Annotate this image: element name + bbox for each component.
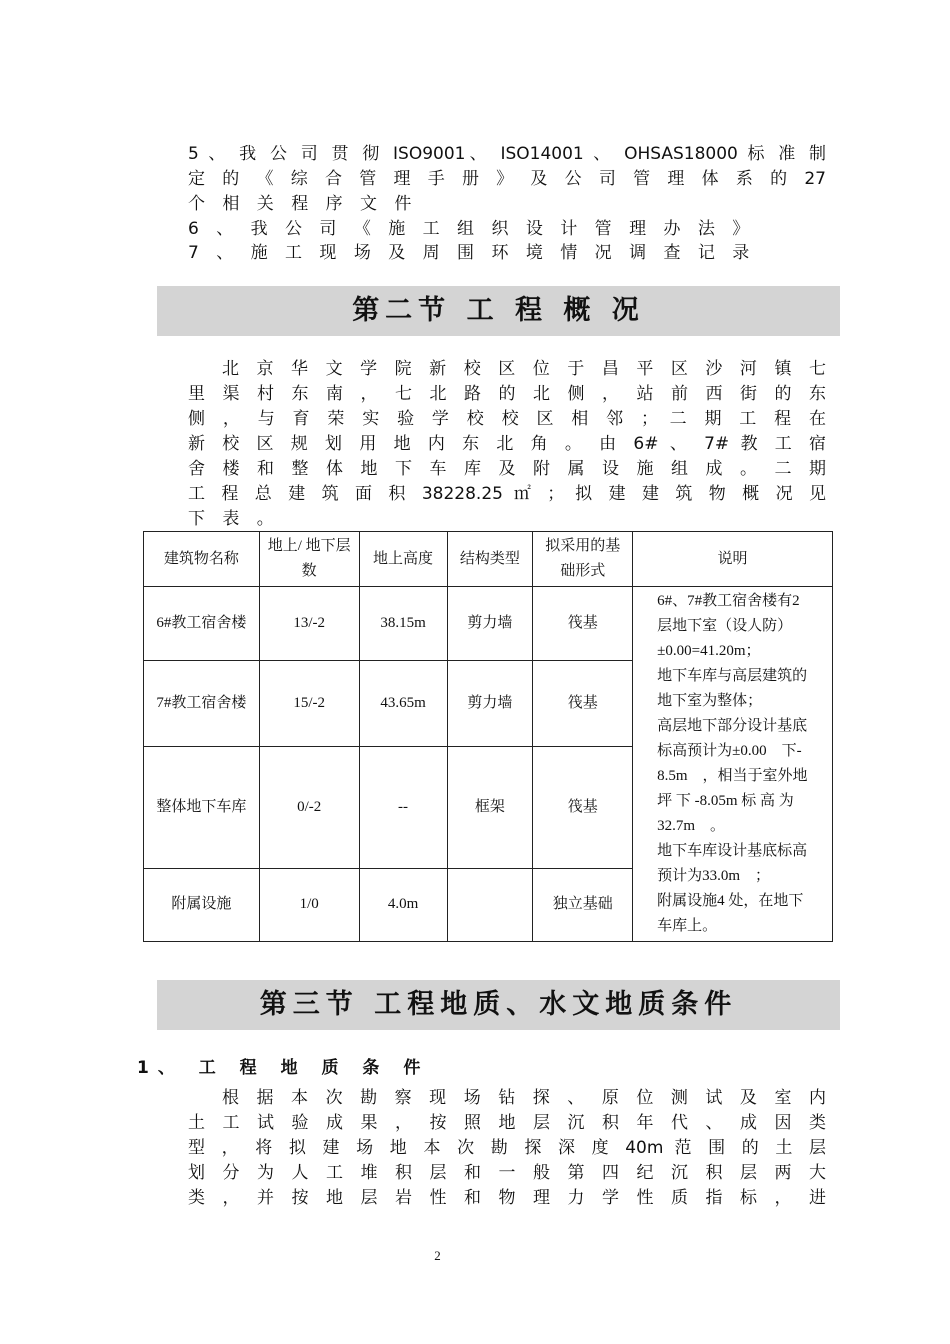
table-cell: 1/0 — [259, 868, 359, 941]
table-cell: 筏基 — [533, 746, 633, 868]
list-item-7: 7 、 施 工 现 场 及 周 围 环 境 情 况 调 查 记 录 — [188, 243, 756, 263]
table-header-row — [144, 532, 833, 587]
note-line: 高层地下部分设计基底 — [657, 718, 808, 734]
table-cell — [447, 868, 533, 941]
note-line: 车库上。 — [657, 918, 718, 934]
section-title-overview: 第二节 工 程 概 况 — [157, 286, 840, 336]
table-cell: 0/-2 — [259, 746, 359, 868]
column-header: 地上/ 地下层数 — [259, 532, 359, 587]
note-line: 地下室为整体； — [657, 693, 763, 709]
paragraph-line: 新 校 区 规 划 用 地 内 东 北 角 。 由 6# 、 7# 教 工 宿 — [188, 434, 826, 454]
paragraph-line: 里 渠 村 东 南 ， 七 北 路 的 北 侧 ， 站 前 西 街 的 东 — [188, 384, 826, 404]
paragraph-line: 类 ， 并 按 地 层 岩 性 和 物 理 力 学 性 质 指 标 ， 进 — [188, 1188, 826, 1208]
note-line: 层地下室（设人防） — [657, 618, 793, 634]
paragraph-line: 工 程 总 建 筑 面 积 38228.25 ㎡ ； 拟 建 建 筑 物 概 况 见 — [188, 484, 826, 504]
table-row — [144, 587, 833, 661]
description-cell — [633, 587, 833, 942]
column-header: 说明 — [633, 532, 833, 587]
list-item-5: 5 、 我 公 司 贯 彻 ISO9001、 ISO14001 、 OHSAS18000 标 准 制 — [188, 144, 826, 164]
note-line: 6#、7#教工宿舍楼有2 — [657, 593, 800, 609]
table-cell: 43.65m — [359, 661, 447, 746]
table-cell: 4.0m — [359, 868, 447, 941]
table-cell: 7#教工宿舍楼 — [144, 661, 260, 746]
paragraph-line: 舍 楼 和 整 体 地 下 车 库 及 附 属 设 施 组 成 。 二 期 — [188, 459, 826, 479]
list-item-6: 6 、 我 公 司 《 施 工 组 织 设 计 管 理 办 法 》 — [188, 219, 756, 239]
sub-heading-geology: 1、 工 程 地 质 条 件 — [137, 1058, 430, 1078]
table-cell: 附属设施 — [144, 868, 260, 941]
table-cell: 筏基 — [533, 587, 633, 661]
paragraph-line: 型 ， 将 拟 建 场 地 本 次 勘 探 深 度 40m 范 围 的 土 层 — [188, 1138, 826, 1158]
page-number: 2 — [434, 1248, 441, 1263]
list-item-5-end: 个 相 关 程 序 文 件 — [188, 194, 418, 214]
note-line: 地下车库与高层建筑的 — [657, 668, 808, 684]
table-cell: 筏基 — [533, 661, 633, 746]
paragraph-line: 划 分 为 人 工 堆 积 层 和 一 般 第 四 纪 沉 积 层 两 大 — [188, 1163, 826, 1183]
note-line: 预计为33.0m ； — [657, 868, 771, 884]
table-cell: 整体地下车库 — [144, 746, 260, 868]
note-line: 附属设施4 处，在地下 — [657, 893, 804, 909]
note-line: 8.5m ，相当于室外地 — [657, 768, 808, 784]
list-item-5-cont: 定 的 《 综 合 管 理 手 册 》 及 公 司 管 理 体 系 的 27 — [188, 169, 826, 189]
column-header: 结构类型 — [447, 532, 533, 587]
column-header: 拟采用的基础形式 — [533, 532, 633, 587]
note-line: 32.7m 。 — [657, 818, 726, 834]
table-cell: 6#教工宿舍楼 — [144, 587, 260, 661]
table-cell: 15/-2 — [259, 661, 359, 746]
table-cell: 38.15m — [359, 587, 447, 661]
table-cell: 剪力墙 — [447, 587, 533, 661]
column-header: 建筑物名称 — [144, 532, 260, 587]
paragraph-line: 侧 ， 与 育 荣 实 验 学 校 校 区 相 邻 ； 二 期 工 程 在 — [188, 409, 826, 429]
table-cell: 框架 — [447, 746, 533, 868]
paragraph-line: 土 工 试 验 成 果 ， 按 照 地 层 沉 积 年 代 、 成 因 类 — [188, 1113, 826, 1133]
table-cell: 剪力墙 — [447, 661, 533, 746]
paragraph-line: 下 表 。 — [188, 509, 280, 529]
paragraph-line: 北 京 华 文 学 院 新 校 区 位 于 昌 平 区 沙 河 镇 七 — [222, 359, 826, 379]
note-line: 地下车库设计基底标高 — [657, 843, 808, 859]
table-cell: 独立基础 — [533, 868, 633, 941]
building-overview-table — [143, 531, 833, 942]
column-header: 地上高度 — [359, 532, 447, 587]
paragraph-line: 根 据 本 次 勘 察 现 场 钻 探 、 原 位 测 试 及 室 内 — [222, 1088, 826, 1108]
table-cell: 13/-2 — [259, 587, 359, 661]
note-line: 坪 下 -8.05m 标 高 为 — [657, 793, 794, 809]
section-title-geology: 第三节 工程地质、水文地质条件 — [157, 980, 840, 1030]
note-line: ±0.00=41.20m； — [657, 643, 761, 659]
note-line: 标高预计为±0.00 下- — [657, 743, 802, 759]
table-cell: -- — [359, 746, 447, 868]
